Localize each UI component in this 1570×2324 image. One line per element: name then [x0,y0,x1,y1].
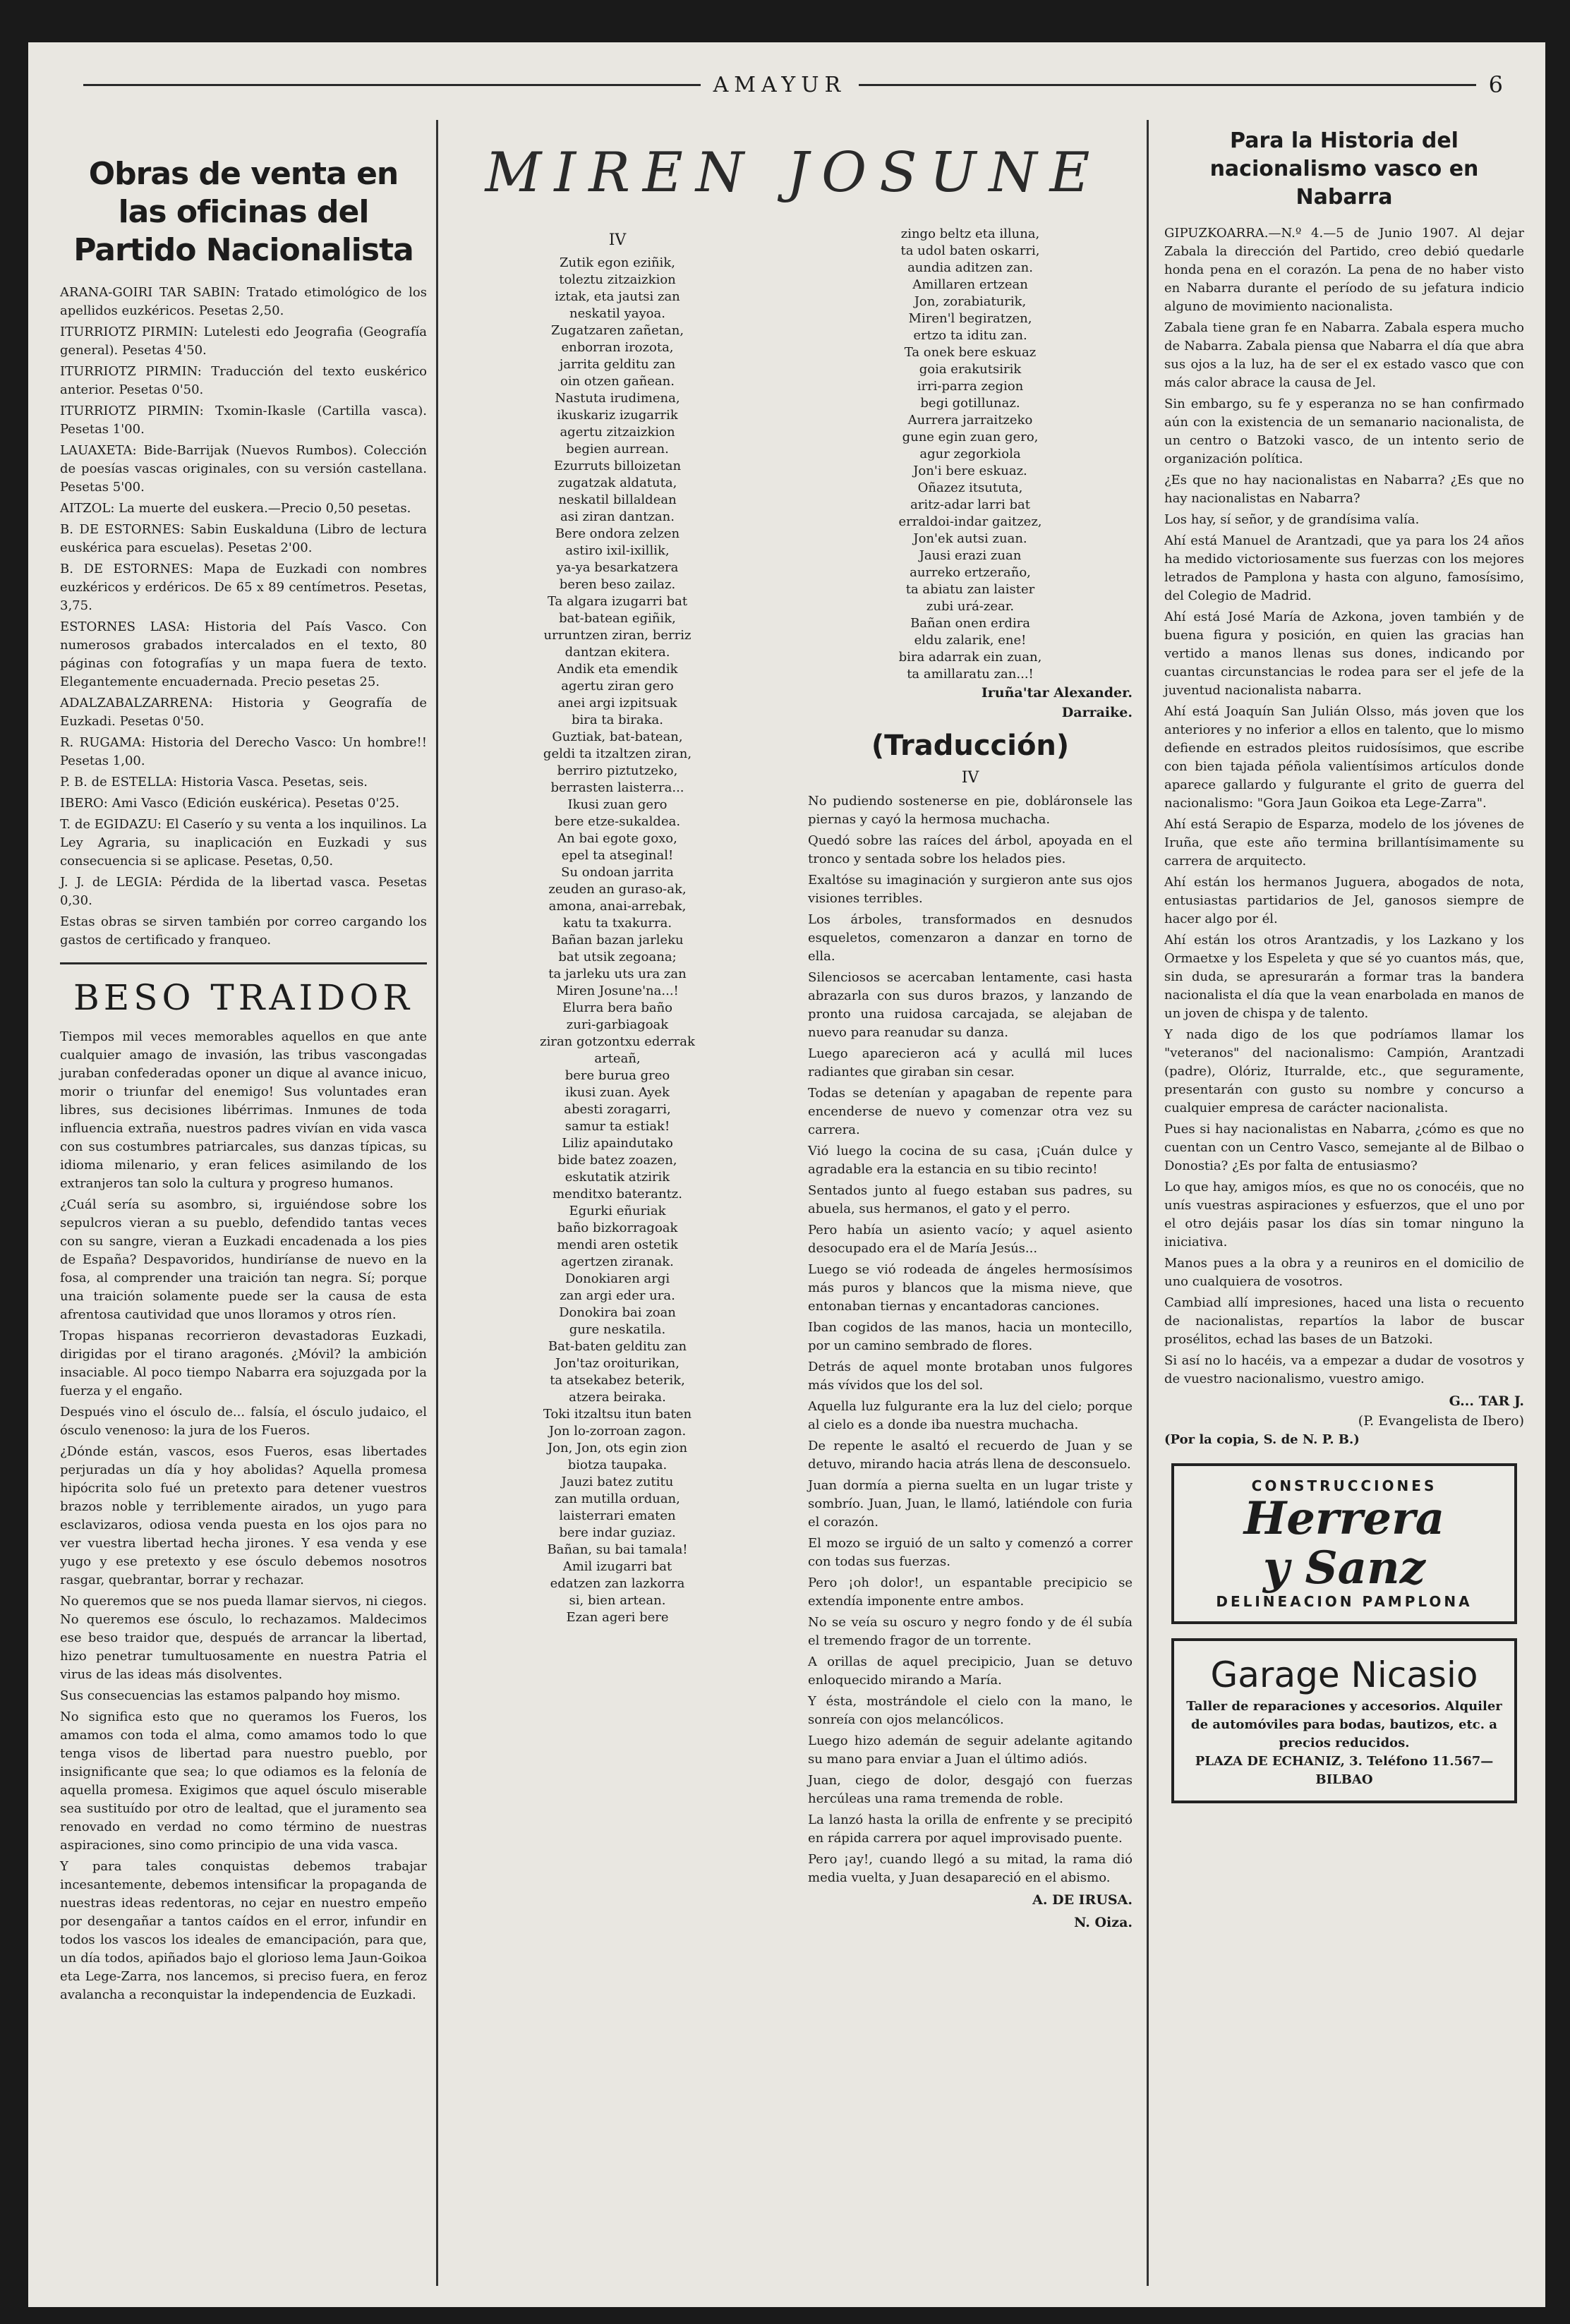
poem-line: zugatzak aldatuta, [557,476,677,490]
poem-line: iztak, eta jautsi zan [555,289,680,304]
paragraph: Ahí está Joaquín San Julián Olsso, más joven que los anteriores y no inferior a ellos en talento, que lo mismo defiende en estrados pleitos ruidosísimos, que escribe con bien tajada péñola valientísimos artículos donde aparece gallardo y fulgurante el grito de guerra del nacionalismo: "Gora Jaun Goikoa eta Lege-Zarra". [1164,704,1524,811]
beso-heading: BESO TRAIDOR [73,977,413,1018]
column-2 [455,113,1133,1932]
paragraph: No se veía su oscuro y negro fondo y de él subía el tremendo fragor de un torrente. [808,1615,1133,1648]
poem-line: Miren Josune'na...! [556,984,679,998]
advert-garage-address: PLAZA DE ECHANIZ, 3. Teléfono 11.567—BILBAO [1195,1754,1494,1787]
poem-line: Aurrera jarraitzeko [907,413,1033,428]
poem-line: abesti zoragarri, [564,1102,671,1117]
paragraph: Lo que hay, amigos míos, es que no os conocéis, que no unís vuestras aspiraciones y esfuerzos, que el uno por el otro dejáis pasar los días sin tomar ninguno la iniciativa. [1164,1180,1524,1249]
poem-line: aurreko ertzeraño, [910,565,1031,580]
poem-line: Ta algara izugarri bat [547,594,688,609]
paragraph: No queremos que se nos pueda llamar siervos, ni ciegos. No queremos ese ósculo, lo rechazamos. Maldecimos ese beso traidor que, después de arrancar la libertad, hizo penetrar tumultuosamente en nuestra Patria el virus de las ideas más disolventes. [60,1594,427,1682]
newspaper-page [28,42,1545,2307]
poem-line: ikuskariz izugarrik [557,408,678,423]
poem-line: baño bizkorragoak [557,1221,678,1235]
poem-line: agur zegorkiola [919,447,1021,461]
advert-foot: DELINEACION PAMPLONA [1216,1593,1473,1610]
masthead-rule-left [83,84,701,86]
poem-line: Jauzi batez zutitu [561,1475,674,1489]
poem-line: Ikusi zuan gero [567,797,668,812]
paragraph: Luego se vió rodeada de ángeles hermosísimos más puros y blancos que la misma nieve, que entonaban tiernas y encantadoras canciones. [808,1262,1133,1314]
poem-line: berrasten laisterra... [550,780,684,795]
paragraph: Todas se detenían y apagaban de repente para encenderse de nuevo y comenzar otra vez su carrera. [808,1086,1133,1137]
paragraph: Pero ¡ay!, cuando llegó a su mitad, la rama dió media vuelta, y Juan desapareció en el abismo. [808,1852,1133,1885]
paragraph: Sentados junto al fuego estaban sus padres, su abuela, sus hermanos, el gato y el perro. [808,1183,1133,1216]
paragraph: P. B. de ESTELLA: Historia Vasca. Pesetas, seis. [60,775,368,789]
paragraph: T. de EGIDAZU: El Caserío y su venta a los inquilinos. La Ley Agraria, su inaplicación en Euzkadi y sus consecuencia si se aplicase. Pesetas, 0,50. [60,817,427,869]
paragraph: J. J. de LEGIA: Pérdida de la libertad vasca. Pesetas 0,30. [60,875,427,908]
poem-line: biotza taupaka. [567,1458,668,1472]
poem-line: Jon'taz oroiturikan, [555,1356,680,1371]
poem-line: laisterrari ematen [559,1508,676,1523]
advert-top: CONSTRUCCIONES [1251,1477,1437,1494]
poem-line: zan mutilla orduan, [555,1491,680,1506]
paragraph: LAUAXETA: Bide-Barrijak (Nuevos Rumbos). Colección de poesías vascas originales, con su versión castellana. Pesetas 5'00. [60,443,427,495]
advert-herrera-sanz [1171,1463,1517,1624]
poem-roman: IV [608,231,627,249]
paragraph: Vió luego la cocina de su casa, ¡Cuán dulce y agradable era la estancia en su tibio recinto! [808,1144,1133,1177]
poem-column-right [808,226,1133,1910]
poem-line: oin otzen gañean. [560,374,675,389]
poem-line: beren beso zailaz. [559,577,676,592]
paragraph: La lanzó hasta la orilla de enfrente y se precipitó en rápida carrera por aquel improvisado puente. [808,1812,1133,1846]
paragraph: Y nada digo de los que podríamos llamar los "veteranos" del nacionalismo: Campión, Arantzadi (padre), Olóriz, Iturralde, etc., que seguramente, presentarán con gusto su nombre y concurso a cualquier empresa de carácter nacionalista. [1164,1027,1524,1115]
poem-line: ertzo ta iditu zan. [913,328,1027,343]
paragraph: ¿Dónde están, vascos, esos Fueros, esas libertades perjuradas un día y hoy abolidas? Aquella promesa hipócrita solo fué un pretexto para detener vuestros brazos noble y terriblemente airados, un yugo para esclavizaros, odiosa venda puesta en los ojos para no ver vuestra libertad hecha jirones. Y esa venda y ese yugo y ese pretexto y ese ósculo debemos nosotros rasgar, quebrantar, borrar y rechazar. [60,1444,427,1587]
paragraph: Silenciosos se acercaban lentamente, casi hasta abrazarla con sus duros brazos, y lanzando de pronto una ruidosa carcajada, se alejaban de nuevo para reanudar su danza. [808,970,1133,1040]
poem-line: enborran irozota, [561,340,674,355]
paragraph: Tropas hispanas recorrieron devastadoras Euzkadi, dirigidas por el tirano aragonés. ¿Móvil? la ambición insaciable. Al poco tiempo Nabarra era sojuzgada por la fuerza y el engaño. [60,1329,427,1398]
poem-line: bira adarrak ein zuan, [898,650,1042,665]
poem-line: Donokiaren argi [564,1271,670,1286]
poem-line: Bañan bazan jarleku [551,933,684,948]
poem-line: berriro piztutzeko, [557,763,678,778]
masthead-rule-right [859,84,1476,86]
poem-line: Bañan, su bai tamala! [547,1542,688,1557]
poem-line: Jon'i bere eskuaz. [913,464,1027,478]
paragraph: Ahí están los otros Arantzadis, y los Lazkano y los Ormaetxe y los Espeleta y que sé yo cuantos más, que, sin duda, se apresurarán a formar tras la bandera nacionalista el día que la vean enarbolada en manos de un joven de chispa y de talento. [1164,933,1524,1021]
poem-line: aundia aditzen zan. [907,260,1033,275]
poem-line: Bere ondora zelzen [555,526,680,541]
poem-line: agertu zitzaizkion [560,425,675,440]
paragraph: ITURRIOTZ PIRMIN: Txomin-Ikasle (Cartilla vasca). Pesetas 1'00. [60,404,427,437]
poem-line: bira ta biraka. [572,713,663,727]
poem-line: Toki itzaltsu itun baten [543,1407,692,1422]
paragraph: Exaltóse su imaginación y surgieron ante sus ojos visiones terribles. [808,873,1133,906]
paragraph: Quedó sobre las raíces del árbol, apoyada en el tronco y sentada sobre los helados pies. [808,833,1133,866]
divider [60,962,427,964]
paragraph: ¿Es que no hay nacionalistas en Nabarra? ¿Es que no hay nacionalistas en Nabarra? [1164,473,1524,506]
poem-line: bere indar guziaz. [559,1525,676,1540]
column-3 [1164,113,1524,1817]
poem-line: Ezan ageri bere [566,1610,669,1625]
poem-part-b [808,226,1133,683]
poem-line: Ta onek bere eskuaz [904,345,1037,360]
poem-line: erraldoi-indar gaitzez, [898,514,1042,529]
poem-line: ta jarleku uts ura zan [548,967,687,981]
historia-signature: G... TAR J. [1449,1393,1524,1409]
poem-line: agertzen ziranak. [561,1254,674,1269]
paragraph: Pues si hay nacionalistas en Nabarra, ¿cómo es que no cuentan con un Centro Vasco, semejante al de Bilbao o Donostia? ¿Es por falta de entusiasmo? [1164,1122,1524,1173]
paragraph: Zabala tiene gran fe en Nabarra. Zabala espera mucho de Nabarra. Zabala piensa que Nabarra el día que abra sus ojos a la luz, ha de ser el ex estado vasco que con más calor abrace la causa de Jel. [1164,320,1524,390]
poem-line: Donokira bai zoan [559,1305,676,1320]
poem-line: Jon lo-zorroan zagon. [548,1424,687,1439]
paragraph: Sus consecuencias las estamos palpando hoy mismo. [60,1688,401,1703]
paragraph: R. RUGAMA: Historia del Derecho Vasco: Un hombre!! Pesetas 1,00. [60,735,427,768]
paragraph: ARANA-GOIRI TAR SABIN: Tratado etimológico de los apellidos euzkéricos. Pesetas 2,50. [60,285,427,318]
masthead [71,63,1503,106]
paragraph: B. DE ESTORNES: Sabin Euskalduna (Libro de lectura euskérica para escuelas). Pesetas 2'00. [60,522,427,555]
paragraph: Pero ¡oh dolor!, un espantable precipicio se extendía imponente entre ambos. [808,1575,1133,1609]
poem-line: Amil izugarri bat [562,1559,672,1574]
poem-line: Miren'l begiratzen, [908,311,1032,326]
paragraph: Cambiad allí impresiones, haced una lista o recuento de nacionalistas, repartíos la labor de buscar prosélitos, echad las bases de un Batzoki. [1164,1295,1524,1347]
poem-line: ikusi zuan. Ayek [565,1085,670,1100]
poem-line: ya-ya besarkatzera [556,560,679,575]
advert-brand-2: y Sanz [1262,1542,1426,1594]
poem-line: Zutik egon eziñik, [560,255,675,270]
poem-line: bat utsik zegoana; [558,950,677,964]
advert-garage-nicasio [1171,1638,1517,1803]
paragraph: A orillas de aquel precipicio, Juan se detuvo enloquecido mirando a María. [808,1654,1133,1688]
historia-heading: Para la Historia del nacionalismo vasco en Nabarra [1209,128,1479,210]
paragraph: Ahí están los hermanos Juguera, abogados de nota, entusiastas partidarios de Jel, ganosos siempre de hacer algo por él. [1164,875,1524,926]
poem-line: samur ta estiak! [564,1119,670,1134]
poem-line: gure neskatila. [569,1322,666,1337]
poem-line: bide batez zoazen, [557,1153,677,1168]
poem-line: Zugatzaren zañetan, [550,323,684,338]
paragraph: De repente le asaltó el recuerdo de Juan y se detuvo, mirando hacia atrás llena de desconsuelo. [808,1439,1133,1472]
poem-line: neskatil billaldean [558,492,677,507]
historia-body [1164,224,1524,1388]
traduccion-roman: IV [961,769,979,787]
paragraph: ADALZABALZARRENA: Historia y Geografía de Euzkadi. Pesetas 0'50. [60,696,427,729]
poem-line: zingo beltz eta illuna, [900,226,1040,241]
paragraph: Después vino el ósculo de... falsía, el ósculo judaico, el ósculo venenoso: la jura de los Fueros. [60,1405,427,1438]
poem-line: neskatil yayoa. [569,306,665,321]
paragraph: Si así no lo hacéis, va a empezar a dudar de vosotros y de vuestro nacionalismo, vuestro amigo. [1164,1353,1524,1386]
advert-brand-1: Herrera [1243,1492,1445,1545]
paragraph: El mozo se irguió de un salto y comenzó a correr con todas sus fuerzas. [808,1536,1133,1569]
poem-line: astiro ixil-ixillik, [565,543,670,558]
paragraph: Pero había un asiento vacío; y aquel asiento desocupado era el de María Jesús... [808,1223,1133,1256]
poem-line: Ezurruts billoizetan [553,459,682,473]
poem-continuation: Darraike. [1061,705,1133,720]
page-number: 6 [1488,71,1503,98]
advert-garage-body: Taller de reparaciones y accesorios. Alquiler de automóviles para bodas, bautizos, etc. a precios reducidos. [1186,1699,1502,1750]
poem-line: geldi ta itzaltzen ziran, [543,746,692,761]
poem-line: Guztiak, bat-batean, [552,730,683,744]
poem-line: irri-parra zegion [917,379,1024,394]
poem-line: Oñazez itsututa, [917,480,1023,495]
poem-line: eldu zalarik, ene! [914,633,1027,648]
poem-line: aritz-adar larri bat [910,497,1030,512]
paragraph: Juan, ciego de dolor, desgajó con fuerzas hercúleas una rama tremenda de roble. [808,1773,1133,1806]
paragraph: Ahí está José María de Azkona, joven también y de buena figura y posición, en quien las gracias han vertido a manos llenas sus dones, indicando por cuantas circunstancias le rodea para ser el jefe de la juventud nacionalista nabarra. [1164,610,1524,698]
poem-signature: Iruña'tar Alexander. [981,685,1133,701]
poem-line: Bañan onen erdira [910,616,1030,631]
paragraph: IBERO: Ami Vasco (Edición euskérica). Pesetas 0'25. [60,796,399,811]
masthead-title: AMAYUR [713,72,847,97]
poem-line: si, bien artean. [569,1593,666,1608]
paragraph: GIPUZKOARRA.—N.º 4.—5 de Junio 1907. Al dejar Zabala la dirección del Partido, creo debió quedarle honda pena en el corazón. La pena de no haber visto en Nabarra durante el período de su jefatura indicio alguno de movimiento nacionalista. [1164,226,1524,314]
poem-line: arteañ, [594,1051,641,1066]
paragraph: Detrás de aquel monte brotaban unos fulgores más vívidos que los del sol. [808,1360,1133,1393]
poem-part-a [455,255,780,1626]
poem-line: bere etze-sukaldea. [554,814,681,829]
paragraph: ITURRIOTZ PIRMIN: Lutelesti edo Jeografia (Geografía general). Pesetas 4'50. [60,325,427,358]
paragraph: Tiempos mil veces memorables aquellos en que ante cualquier amago de invasión, las tribus vascongadas juraban confederadas oponer un dique al avance inicuo, morir o triunfar del enemigo! Sus voluntades eran libres, sus decisiones libérrimas. Inmunes de toda influencia extraña, nuestros padres vivían en vida vasca con sus costumbres patriarcales, sus danzas típicas, su idioma milenario, y eran felices asimilando de los extranjeros tan solo la cultura y progreso humanos. [60,1029,427,1191]
paragraph: Ahí está Serapio de Esparza, modelo de los jóvenes de Iruña, que este año termina brillantísimamente su carrera de arquitecto. [1164,817,1524,869]
poem-line: urruntzen ziran, berriz [543,628,692,643]
poem-line: atzera beiraka. [569,1390,666,1405]
paragraph: Iban cogidos de las manos, hacia un montecillo, por un camino sembrado de flores. [808,1320,1133,1353]
beso-body [60,1028,427,2004]
miren-heading: MIREN JOSUNE [485,141,1103,205]
historia-attribution: (P. Evangelista de Ibero) [1358,1413,1524,1429]
poem-line: Amillaren ertzean [912,277,1028,292]
miren-subcolumns [455,226,1133,1910]
poem-line: dantzan ekitera. [564,645,670,660]
poem-line: Jausi erazi zuan [919,548,1022,563]
paragraph: No significa esto que no queramos los Fueros, los amamos con toda el alma, como amamos todo lo que tenga visos de libertad para nuestro pueblo, por insignificante que sea; lo que odiamos es la felonía de aquella promesa. Exigimos que aquel ósculo miserable sea sustituído por otro de lealtad, que el juramento sea renovado en verdad no como término de nuestras aspiraciones, sino como principio de una vida vasca. [60,1709,427,1853]
poem-line: asi ziran dantzan. [560,509,675,524]
poem-line: jarrita gelditu zan [559,357,676,372]
paragraph: No pudiendo sostenerse en pie, dobláronsele las piernas y cayó la hermosa muchacha. [808,794,1133,827]
paragraph: Estas obras se sirven también por correo cargando los gastos de certificado y franqueo. [60,914,427,948]
poem-line: Jon, Jon, ots egin zion [547,1441,688,1455]
paragraph: Ahí está Manuel de Arantzadi, que ya para los 24 años ha medido victoriosamente sus fuerzas con los mejores letrados de Pamplona y hasta con alguno, famosísimo, del Colegio de Madrid. [1164,533,1524,603]
traduccion-heading: (Traducción) [871,730,1070,762]
poem-line: Nastuta irudimena, [555,391,680,406]
column-1 [60,113,427,2007]
paragraph: Y para tales conquistas debemos trabajar incesantemente, debemos intensificar la propaganda de nuestras ideas redentoras, no cejar en nuestro empeño por desengañar a tantos caídos en el error, infundir en todos los vascos los ideales de emancipación, para que, un día todos, apiñados bajo el glorioso lema Jaun-Goikoa eta Lege-Zarra, nos lancemos, si preciso fuera, en feroz avalancha a reconquistar la independencia de Euzkadi. [60,1859,427,2002]
poem-line: bere burua greo [564,1068,670,1083]
poem-line: An bai egote goxo, [557,831,677,846]
poem-line: toleztu zitzaizkion [559,272,676,287]
paragraph: ITURRIOTZ PIRMIN: Traducción del texto euskérico anterior. Pesetas 0'50. [60,364,427,397]
poem-line: Andik eta emendik [557,662,678,677]
historia-copy-note: (Por la copia, S. de N. P. B.) [1164,1432,1360,1447]
poem-line: Bat-baten gelditu zan [548,1339,687,1354]
poem-line: Liliz apaindutako [562,1136,673,1151]
paragraph: ¿Cuál sería su asombro, si, irguiéndose sobre los sepulcros vieran a su pueblo, defendido tantas veces con su sangre, vieran a Euzkadi encadenada a los pies de España? Despavoridos, hundiríanse de nuevo en la fosa, al comprender una traición tan negra. Sí; porque una traición solamente puede ser la causa de esta afrentosa cautividad que unos lloramos y otros ríen. [60,1197,427,1322]
column-divider [436,120,438,2286]
paragraph: Juan dormía a pierna suelta en un lugar triste y sombrío. Juan, Juan, le llamó, latiéndole con furia el corazón. [808,1478,1133,1530]
poem-line: Jon, zorabiaturik, [914,294,1027,309]
poem-line: goia erakutsirik [919,362,1022,377]
beso-signature: N. Oiza. [1074,1915,1133,1930]
poem-line: Egurki eñuriak [569,1204,666,1218]
poem-line: mendi aren ostetik [557,1237,678,1252]
advert-garage-brand: Garage Nicasio [1210,1654,1478,1695]
catalog-heading: Obras de venta en las oficinas del Partido Nacionalista [73,156,413,268]
poem-line: gune egin zuan gero, [902,430,1039,444]
paragraph: Los hay, sí señor, y de grandísima valía. [1164,512,1420,527]
poem-line: epel ta atseginal! [561,848,674,863]
paragraph: Luego hizo ademán de seguir adelante agitando su mano para enviar a Juan el último adiós. [808,1733,1133,1767]
poem-line: Jon'ek autsi zuan. [913,531,1027,546]
traduccion-signature: A. DE IRUSA. [1032,1892,1133,1908]
paragraph: ESTORNES LASA: Historia del País Vasco. Con numerosos grabados intercalados en el texto, 80 páginas con fotografías y un mapa fuera de texto. Elegantemente encuadernada. Precio pesetas 25. [60,619,427,689]
poem-line: begien aurrean. [566,442,669,456]
paragraph: Sin embargo, su fe y esperanza no se han confirmado aún con la existencia de un semanario nacionalista, de un centro o Batzoki vasco, de un intento serio de organización política. [1164,397,1524,466]
paragraph: Aquella luz fulgurante era la luz del cielo; porque al cielo es a donde iba nuestra muchacha. [808,1399,1133,1432]
poem-line: anei argi izpitsuak [557,696,677,710]
poem-line: begi gotillunaz. [920,396,1020,411]
poem-line: Su ondoan jarrita [561,865,674,880]
poem-line: zeuden an guraso-ak, [548,882,687,897]
poem-line: ta amillaratu zan...! [907,667,1034,682]
traduccion-body [808,792,1133,1887]
poem-line: katu ta txakurra. [562,916,672,931]
poem-line: Elurra bera baño [562,1000,673,1015]
poem-line: zuri-garbiagoak [566,1017,669,1032]
paragraph: AITZOL: La muerte del euskera.—Precio 0,50 pesetas. [60,501,411,516]
poem-line: zubi urá-zear. [926,599,1015,614]
poem-line: ta udol baten oskarri, [900,243,1040,258]
paragraph: B. DE ESTORNES: Mapa de Euzkadi con nombres euzkéricos y erdéricos. De 65 x 89 centímetros. Pesetas, 3,75. [60,562,427,613]
poem-line: agertu ziran gero [561,679,674,694]
poem-line: bat-batean egiñik, [559,611,676,626]
paragraph: Luego aparecieron acá y acullá mil luces radiantes que giraban sin cesar. [808,1046,1133,1079]
poem-line: ta abiatu zan laister [905,582,1035,597]
poem-line: eskutatik atzirik [564,1170,670,1185]
column-divider [1147,120,1149,2286]
poem-line: ziran gotzontxu ederrak [540,1034,695,1049]
catalog-list [60,284,427,950]
poem-line: amona, anai-arrebak, [548,899,687,914]
poem-line: zan argi eder ura. [560,1288,675,1303]
paragraph: Manos pues a la obra y a reuniros en el domicilio de uno cualquiera de vosotros. [1164,1256,1524,1289]
paragraph: Los árboles, transformados en desnudos esqueletos, comenzaron a danzar en torno de ella. [808,912,1133,964]
poem-column-left [455,226,780,1910]
poem-line: menditxo baterantz. [552,1187,683,1202]
paragraph: Y ésta, mostrándole el cielo con la mano, le sonreía con ojos melancólicos. [808,1694,1133,1727]
poem-line: ta atsekabez beterik, [550,1373,685,1388]
poem-line: edatzen zan lazkorra [550,1576,685,1591]
